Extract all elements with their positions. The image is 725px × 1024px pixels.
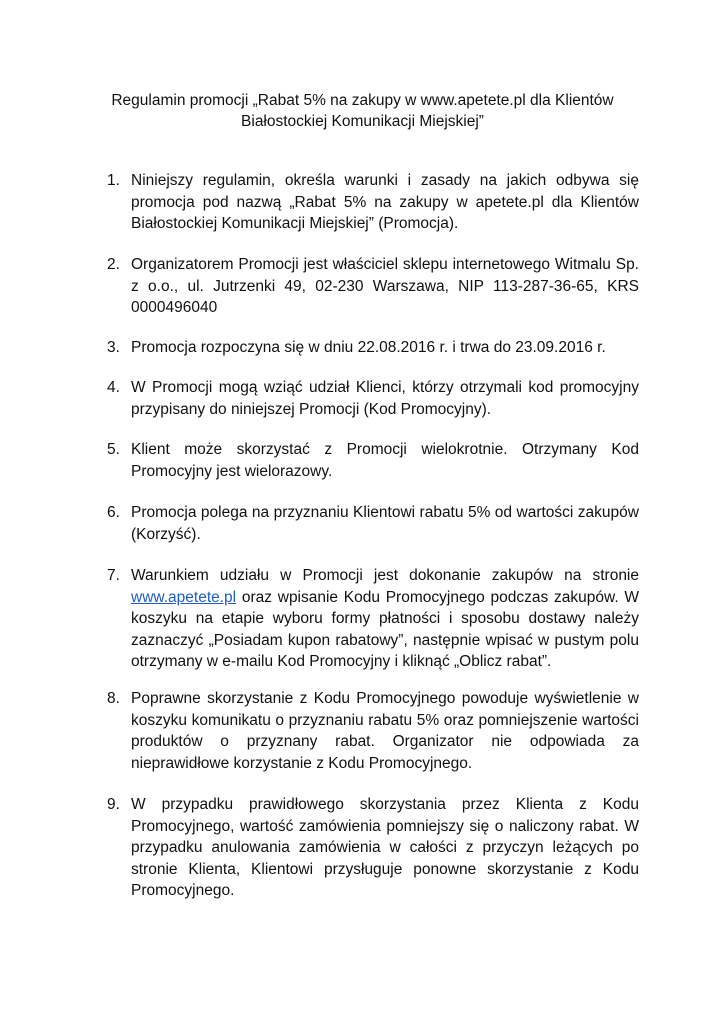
rule-item-2: [107, 254, 639, 319]
rule-item-5: [107, 439, 639, 482]
rule-item-4: [107, 377, 639, 420]
rule-text: Klient może skorzystać z Promocji wielokrotnie. Otrzymany Kod Promocyjny jest wielorazowy.: [131, 441, 639, 480]
rule-number: 5.: [107, 441, 120, 458]
rule-item-1: [107, 170, 639, 235]
rule-number: 4.: [107, 379, 120, 396]
rule-item-9: [107, 794, 639, 902]
rule-text: Promocja polega na przyznaniu Klientowi rabatu 5% od wartości zakupów (Korzyść).: [131, 504, 639, 543]
rule-number: 6.: [107, 504, 120, 521]
rule-number: 8.: [107, 690, 120, 707]
rule-text: [131, 565, 639, 673]
rule-number: 3.: [107, 339, 120, 356]
rule-number: 9.: [107, 796, 120, 813]
document-title: [60, 90, 665, 132]
title-line-2: Białostockiej Komunikacji Miejskiej”: [241, 113, 484, 130]
rule-item-3: [107, 337, 639, 359]
rule-text: W Promocji mogą wziąć udział Klienci, którzy otrzymali kod promocyjny przypisany do niniejszej Promocji (Kod Promocyjny).: [131, 379, 639, 418]
rule-text: Organizatorem Promocji jest właściciel sklepu internetowego Witmalu Sp. z o.o., ul. Jutrzenki 49, 02-230 Warszawa, NIP 113-287-36-65, KRS 0000496040: [131, 256, 639, 316]
rule-number: 7.: [107, 567, 120, 584]
apetete-link[interactable]: www.apetete.pl: [131, 588, 237, 606]
rule-item-6: [107, 502, 639, 545]
rule-number: 2.: [107, 256, 120, 273]
rule-item-8: [107, 688, 639, 774]
rule-text: W przypadku prawidłowego skorzystania przez Klienta z Kodu Promocyjnego, wartość zamówienia pomniejszy się o naliczony rabat. W przypadku anulowania zamówienia w całości z przyczyn leżących po stronie Klienta, Klientowi przysługuje ponowne skorzystanie z Kodu Promocyjnego.: [131, 796, 639, 899]
rule-text: Promocja rozpoczyna się w dniu 22.08.2016 r. i trwa do 23.09.2016 r.: [131, 339, 606, 356]
rule-item-7: [107, 565, 639, 673]
rule-number: 1.: [107, 172, 120, 189]
rule-text: Poprawne skorzystanie z Kodu Promocyjnego powoduje wyświetlenie w koszyku komunikatu o przyznaniu rabatu 5% oraz pomniejszenie wartości produktów o przyznany rabat. Organizator nie odpowiada za nieprawidłowe korzystanie z Kodu Promocyjnego.: [131, 690, 639, 772]
rule-text: Niniejszy regulamin, określa warunki i zasady na jakich odbywa się promocja pod nazwą „Rabat 5% na zakupy w apetete.pl dla Klientów Białostockiej Komunikacji Miejskiej” (Promocja).: [131, 172, 639, 232]
rule-text-before-link: Warunkiem udziału w Promocji jest dokonanie zakupów na stronie: [131, 567, 639, 584]
rule-text-after-link: oraz wpisanie Kodu Promocyjnego podczas zakupów. W koszyku na etapie wyboru formy płatności i sposobu dostawy należy zaznaczyć „Posiadam kupon rabatowy”, następnie wpisać w pustym polu otrzymany w e-mailu Kod Promocyjny i kliknąć „Oblicz rabat”.: [131, 588, 639, 670]
title-line-1: Regulamin promocji „Rabat 5% na zakupy w www.apetete.pl dla Klientów: [111, 92, 614, 109]
